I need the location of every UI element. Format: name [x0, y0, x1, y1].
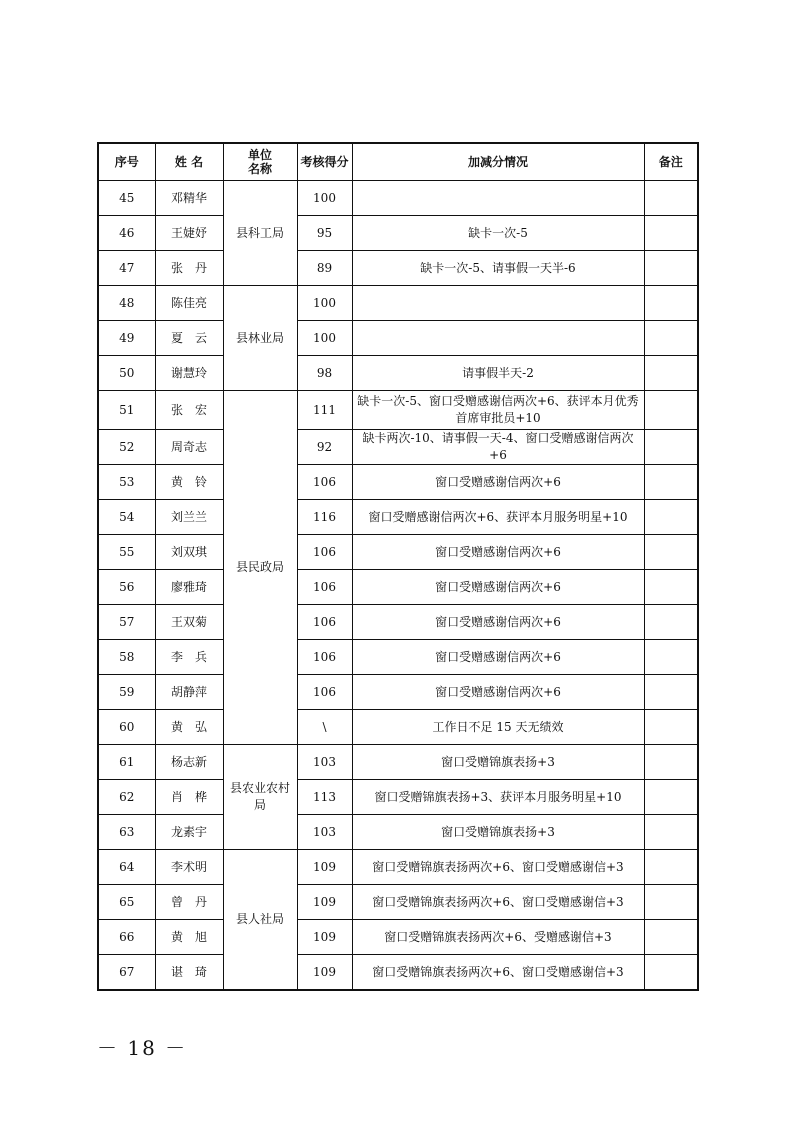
- cell-unit: 县农业农村局: [223, 745, 297, 850]
- cell-adjust: 缺卡一次-5、窗口受赠感谢信两次+6、获评本月优秀首席审批员+10: [352, 391, 644, 430]
- cell-name: 邓精华: [155, 181, 223, 216]
- cell-adjust: 窗口受赠感谢信两次+6: [352, 535, 644, 570]
- cell-remark: [644, 465, 698, 500]
- cell-name: 黄 弘: [155, 710, 223, 745]
- cell-seq: 67: [98, 955, 155, 991]
- table-row: [98, 920, 698, 955]
- cell-score: 89: [297, 251, 352, 286]
- performance-table: [97, 142, 699, 991]
- cell-seq: 49: [98, 321, 155, 356]
- cell-score: 106: [297, 535, 352, 570]
- cell-score: 103: [297, 745, 352, 780]
- cell-name: 张 宏: [155, 391, 223, 430]
- table-row: [98, 500, 698, 535]
- cell-seq: 60: [98, 710, 155, 745]
- cell-adjust: 窗口受赠锦旗表扬+3、获评本月服务明星+10: [352, 780, 644, 815]
- cell-adjust: 窗口受赠感谢信两次+6: [352, 570, 644, 605]
- cell-seq: 51: [98, 391, 155, 430]
- cell-seq: 66: [98, 920, 155, 955]
- cell-seq: 48: [98, 286, 155, 321]
- cell-seq: 64: [98, 850, 155, 885]
- cell-score: 92: [297, 430, 352, 465]
- cell-remark: [644, 605, 698, 640]
- cell-score: 109: [297, 850, 352, 885]
- cell-name: 刘兰兰: [155, 500, 223, 535]
- cell-remark: [644, 920, 698, 955]
- cell-seq: 52: [98, 430, 155, 465]
- cell-adjust: 缺卡两次-10、请事假一天-4、窗口受赠感谢信两次+6: [352, 430, 644, 465]
- cell-remark: [644, 780, 698, 815]
- cell-name: 李术明: [155, 850, 223, 885]
- cell-name: 黄 铃: [155, 465, 223, 500]
- cell-seq: 50: [98, 356, 155, 391]
- table-row: [98, 356, 698, 391]
- cell-name: 谌 琦: [155, 955, 223, 991]
- cell-seq: 45: [98, 181, 155, 216]
- cell-score: 98: [297, 356, 352, 391]
- cell-seq: 55: [98, 535, 155, 570]
- cell-score: 106: [297, 465, 352, 500]
- cell-score: \: [297, 710, 352, 745]
- cell-name: 周奇志: [155, 430, 223, 465]
- cell-seq: 63: [98, 815, 155, 850]
- cell-adjust: [352, 181, 644, 216]
- cell-adjust: 缺卡一次-5、请事假一天半-6: [352, 251, 644, 286]
- cell-seq: 54: [98, 500, 155, 535]
- cell-score: 113: [297, 780, 352, 815]
- table-row: [98, 465, 698, 500]
- cell-score: 116: [297, 500, 352, 535]
- cell-name: 曾 丹: [155, 885, 223, 920]
- cell-name: 廖雅琦: [155, 570, 223, 605]
- cell-name: 杨志新: [155, 745, 223, 780]
- cell-adjust: 请事假半天-2: [352, 356, 644, 391]
- cell-score: 106: [297, 605, 352, 640]
- cell-adjust: 窗口受赠锦旗表扬两次+6、窗口受赠感谢信+3: [352, 850, 644, 885]
- header-remark: 备注: [644, 143, 698, 181]
- cell-remark: [644, 710, 698, 745]
- cell-remark: [644, 535, 698, 570]
- header-seq: 序号: [98, 143, 155, 181]
- cell-unit: 县林业局: [223, 286, 297, 391]
- cell-score: 106: [297, 640, 352, 675]
- cell-name: 王双菊: [155, 605, 223, 640]
- cell-remark: [644, 850, 698, 885]
- cell-adjust: [352, 321, 644, 356]
- cell-remark: [644, 286, 698, 321]
- cell-score: 109: [297, 920, 352, 955]
- cell-adjust: 窗口受赠锦旗表扬+3: [352, 745, 644, 780]
- cell-name: 肖 桦: [155, 780, 223, 815]
- cell-score: 100: [297, 286, 352, 321]
- cell-adjust: 窗口受赠感谢信两次+6: [352, 605, 644, 640]
- cell-adjust: 窗口受赠感谢信两次+6、获评本月服务明星+10: [352, 500, 644, 535]
- cell-remark: [644, 500, 698, 535]
- cell-score: 109: [297, 885, 352, 920]
- table-row: [98, 850, 698, 885]
- cell-seq: 56: [98, 570, 155, 605]
- header-score: 考核得分: [297, 143, 352, 181]
- cell-remark: [644, 391, 698, 430]
- cell-adjust: 工作日不足 15 天无绩效: [352, 710, 644, 745]
- cell-score: 111: [297, 391, 352, 430]
- cell-seq: 62: [98, 780, 155, 815]
- cell-remark: [644, 955, 698, 991]
- cell-name: 刘双琪: [155, 535, 223, 570]
- table-row: [98, 181, 698, 216]
- cell-unit: 县人社局: [223, 850, 297, 991]
- table-row: [98, 780, 698, 815]
- cell-name: 谢慧玲: [155, 356, 223, 391]
- cell-remark: [644, 675, 698, 710]
- cell-name: 王婕妤: [155, 216, 223, 251]
- page-number: － 18 －: [97, 1036, 188, 1060]
- cell-name: 李 兵: [155, 640, 223, 675]
- cell-adjust: 窗口受赠感谢信两次+6: [352, 675, 644, 710]
- cell-name: 黄 旭: [155, 920, 223, 955]
- table-row: [98, 251, 698, 286]
- cell-remark: [644, 251, 698, 286]
- table-row: [98, 885, 698, 920]
- cell-remark: [644, 430, 698, 465]
- cell-seq: 53: [98, 465, 155, 500]
- table-row: [98, 640, 698, 675]
- cell-name: 龙素宇: [155, 815, 223, 850]
- table-row: [98, 286, 698, 321]
- cell-adjust: 缺卡一次-5: [352, 216, 644, 251]
- table-row: [98, 955, 698, 991]
- cell-adjust: 窗口受赠锦旗表扬+3: [352, 815, 644, 850]
- cell-remark: [644, 745, 698, 780]
- cell-remark: [644, 815, 698, 850]
- cell-remark: [644, 885, 698, 920]
- table-row: [98, 391, 698, 430]
- cell-remark: [644, 356, 698, 391]
- cell-adjust: 窗口受赠锦旗表扬两次+6、窗口受赠感谢信+3: [352, 885, 644, 920]
- cell-score: 100: [297, 181, 352, 216]
- cell-seq: 59: [98, 675, 155, 710]
- cell-seq: 65: [98, 885, 155, 920]
- cell-score: 95: [297, 216, 352, 251]
- cell-score: 106: [297, 570, 352, 605]
- cell-adjust: 窗口受赠锦旗表扬两次+6、受赠感谢信+3: [352, 920, 644, 955]
- table-row: [98, 710, 698, 745]
- table-row: [98, 430, 698, 465]
- cell-score: 106: [297, 675, 352, 710]
- cell-adjust: 窗口受赠锦旗表扬两次+6、窗口受赠感谢信+3: [352, 955, 644, 991]
- header-adjust: 加减分情况: [352, 143, 644, 181]
- cell-unit: 县科工局: [223, 181, 297, 286]
- table-row: [98, 535, 698, 570]
- cell-adjust: 窗口受赠感谢信两次+6: [352, 465, 644, 500]
- cell-seq: 47: [98, 251, 155, 286]
- table-row: [98, 675, 698, 710]
- cell-score: 103: [297, 815, 352, 850]
- cell-remark: [644, 321, 698, 356]
- header-unit: 单位 名称: [223, 143, 297, 181]
- cell-seq: 58: [98, 640, 155, 675]
- cell-adjust: 窗口受赠感谢信两次+6: [352, 640, 644, 675]
- cell-remark: [644, 570, 698, 605]
- cell-unit: 县民政局: [223, 391, 297, 745]
- cell-seq: 46: [98, 216, 155, 251]
- table-row: [98, 321, 698, 356]
- cell-remark: [644, 216, 698, 251]
- cell-seq: 57: [98, 605, 155, 640]
- cell-adjust: [352, 286, 644, 321]
- table-row: [98, 570, 698, 605]
- cell-name: 夏 云: [155, 321, 223, 356]
- cell-name: 陈佳亮: [155, 286, 223, 321]
- cell-score: 109: [297, 955, 352, 991]
- header-name: 姓 名: [155, 143, 223, 181]
- header-row: [98, 143, 698, 181]
- table-row: [98, 216, 698, 251]
- cell-remark: [644, 181, 698, 216]
- cell-seq: 61: [98, 745, 155, 780]
- cell-name: 胡静萍: [155, 675, 223, 710]
- cell-remark: [644, 640, 698, 675]
- cell-name: 张 丹: [155, 251, 223, 286]
- table-row: [98, 815, 698, 850]
- cell-score: 100: [297, 321, 352, 356]
- table-row: [98, 605, 698, 640]
- table-row: [98, 745, 698, 780]
